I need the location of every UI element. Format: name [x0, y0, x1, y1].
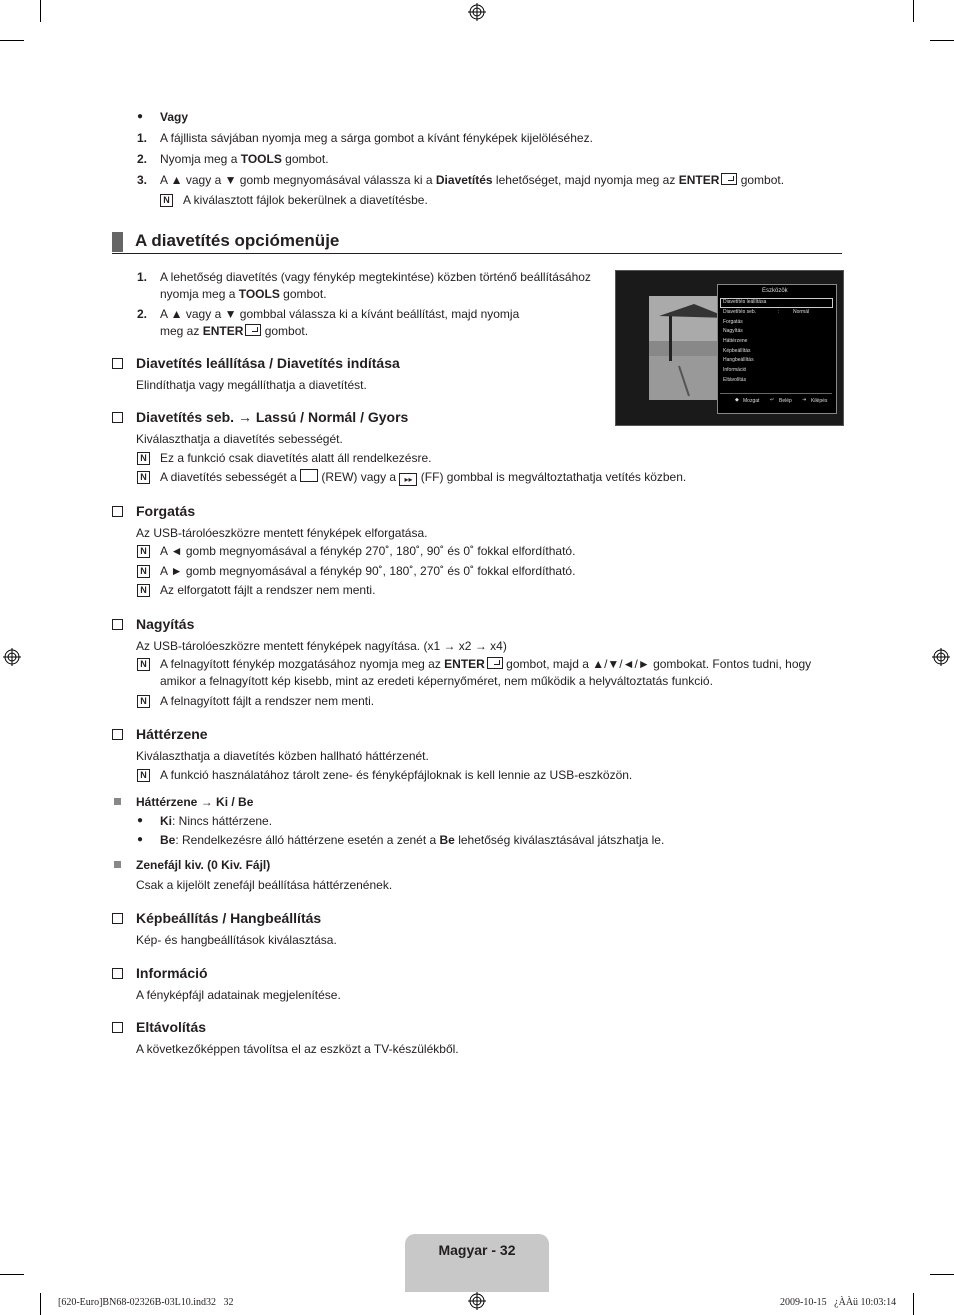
step-text: A lehetőség diavetítés (vagy fénykép megtekintése) közben történő beállításához nyomja meg a TOOLS gombot.: [160, 270, 591, 301]
step-text: A fájllista sávjában nyomja meg a sárga gombot a kívánt fényképek kijelöléséhez.: [160, 131, 593, 145]
note-icon: N: [137, 695, 150, 708]
step-text: A ▲ vagy a ▼ gombbal válassza ki a kívánt beállítást, majd nyomja meg az ENTER gombot.: [160, 307, 520, 338]
menu-item-info[interactable]: Információ: [723, 367, 747, 373]
note-text: A kiválasztott fájlok bekerülnek a diavetítésbe.: [183, 193, 428, 207]
footer-enter-icon: ↵: [770, 397, 775, 403]
section-bar: [112, 232, 123, 252]
step-number: 1.: [137, 131, 148, 145]
option-title: Információ: [136, 965, 208, 981]
menu-item-sound[interactable]: Hangbeállítás: [723, 357, 754, 363]
menu-item-rotate[interactable]: Forgatás: [723, 319, 743, 325]
note-icon: N: [137, 658, 150, 671]
option-desc: Kiválaszthatja a diavetítés sebességét.: [136, 432, 343, 446]
footer-enter: Belép: [779, 398, 792, 404]
bullet-icon: ●: [137, 834, 144, 845]
note-icon: N: [137, 565, 150, 578]
option-desc: Az USB-tárolóeszközre mentett fényképek elforgatása.: [136, 526, 428, 540]
crop-mark: [0, 40, 24, 41]
bullet-icon: ●: [137, 111, 144, 122]
menu-item-slideshow[interactable]: Diavetítés leállítása: [723, 299, 767, 305]
checkbox-icon: [112, 729, 123, 740]
option-desc: Csak a kijelölt zenefájl beállítása háttérzenének.: [136, 878, 393, 892]
print-timestamp: 2009-10-15 ¿ÀÀü 10:03:14: [780, 1297, 897, 1308]
note-text: A ◄ gomb megnyomásával a fénykép 270˚, 180˚, 90˚ és 0˚ fokkal elfordítható.: [160, 544, 576, 558]
checkbox-icon: [112, 968, 123, 979]
enter-icon: [487, 657, 503, 669]
menu-item-speed-value: Normál: [793, 309, 810, 315]
sub-option-icon: [114, 861, 121, 868]
note-icon: N: [137, 584, 150, 597]
crop-mark: [930, 40, 954, 41]
ff-icon: ▸▸: [399, 473, 417, 486]
option-desc: A következőképpen távolítsa el az eszközt a TV-készülékből.: [136, 1042, 459, 1056]
sub-option-icon: [114, 798, 121, 805]
note-text: A diavetítés sebességét a (REW) vagy a ▸▸ (FF) gombbal is megváltoztathatja vetítés közben.: [160, 470, 687, 484]
step-number: 2.: [137, 152, 148, 166]
checkbox-icon: [112, 506, 123, 517]
page-number: Magyar - 32: [438, 1242, 516, 1258]
note-text: A felnagyított fénykép mozgatásához nyomja meg az ENTER gombot, majd a ▲/▼/◄/► gombokat. Fontos tudni, hogy amikor a felnagyított kép kisebb, mint az eredeti képernyőméret, nem működik a helyváltoztatás funkció.: [160, 657, 812, 688]
rew-icon: [300, 469, 318, 482]
step-text: Nyomja meg a TOOLS gombot.: [160, 152, 329, 166]
note-text: Ez a funkció csak diavetítés alatt áll rendelkezésre.: [160, 451, 432, 465]
checkbox-icon: [112, 1022, 123, 1033]
footer-move-icon: ◆: [735, 397, 739, 403]
registration-mark-icon: [468, 3, 486, 21]
menu-item-picture[interactable]: Képbeállítás: [723, 348, 751, 354]
menu-item-music[interactable]: Háttérzene: [723, 338, 748, 344]
section-rule: [112, 253, 842, 254]
crop-mark: [40, 1293, 41, 1315]
note-text: A funkció használatához tárolt zene- és fényképfájloknak is kell lennie az USB-eszközön.: [160, 768, 633, 782]
footer-move: Mozgat: [743, 398, 760, 404]
option-desc: Kép- és hangbeállítások kiválasztása.: [136, 933, 337, 947]
note-icon: N: [160, 194, 173, 207]
menu-item-remove[interactable]: Eltávolítás: [723, 377, 747, 383]
step-number: 2.: [137, 307, 148, 321]
option-title: Nagyítás: [136, 616, 195, 632]
note-icon: N: [137, 545, 150, 558]
footer-exit-icon: ⇥: [802, 397, 807, 403]
registration-mark-icon: [468, 1292, 486, 1310]
sub-option-title: Háttérzene → Ki / Be: [136, 795, 254, 809]
menu-item-speed-sep: :: [778, 309, 780, 315]
crop-mark: [40, 0, 41, 22]
file-info: [620-Euro]BN68-02326B-03L10.ind32 32: [58, 1297, 234, 1308]
crop-mark: [913, 0, 914, 22]
note-icon: N: [137, 471, 150, 484]
bullet-icon: ●: [137, 815, 144, 826]
option-desc: Elindíthatja vagy megállíthatja a diavetítést.: [136, 378, 367, 392]
checkbox-icon: [112, 913, 123, 924]
checkbox-icon: [112, 358, 123, 369]
enter-icon: [245, 324, 261, 336]
option-title: Háttérzene: [136, 726, 208, 742]
registration-mark-icon: [932, 648, 950, 666]
option-title: Eltávolítás: [136, 1019, 207, 1035]
crop-mark: [913, 1293, 914, 1315]
note-icon: N: [137, 452, 150, 465]
footer-exit: Kilépés: [811, 398, 828, 404]
step-number: 1.: [137, 270, 148, 284]
option-value: Be: Rendelkezésre álló háttérzene esetén a zenét a Be lehetőség kiválasztásával játszhatja le.: [160, 833, 665, 847]
sub-option-title: Zenefájl kiv. (0 Kiv. Fájl): [136, 858, 271, 872]
bullet-label: Vagy: [160, 110, 189, 124]
option-desc: A fényképfájl adatainak megjelenítése.: [136, 988, 341, 1002]
section-title: A diavetítés opciómenüje: [135, 231, 340, 250]
option-value: Ki: Nincs háttérzene.: [160, 814, 273, 828]
checkbox-icon: [112, 619, 123, 630]
crop-mark: [0, 1274, 24, 1275]
option-title: Forgatás: [136, 503, 196, 519]
checkbox-icon: [112, 412, 123, 423]
tools-menu-title: Eszközök: [762, 288, 788, 294]
step-number: 3.: [137, 173, 148, 187]
note-icon: N: [137, 769, 150, 782]
menu-item-zoom[interactable]: Nagyítás: [723, 328, 743, 334]
enter-icon: [721, 173, 737, 185]
step-text: A ▲ vagy a ▼ gomb megnyomásával válassza ki a Diavetítés lehetőséget, majd nyomja meg az ENTER gombot.: [160, 173, 785, 187]
option-title: Diavetítés seb. → Lassú / Normál / Gyors: [136, 409, 409, 425]
menu-item-speed[interactable]: Diavetítés seb.: [723, 309, 757, 315]
option-title: Képbeállítás / Hangbeállítás: [136, 910, 322, 926]
note-text: A ► gomb megnyomásával a fénykép 90˚, 180˚, 270˚ és 0˚ fokkal elfordítható.: [160, 564, 576, 578]
option-title: Diavetítés leállítása / Diavetítés indítása: [136, 355, 400, 371]
crop-mark: [930, 1274, 954, 1275]
option-desc: Az USB-tárolóeszközre mentett fényképek nagyítása. (x1 → x2 → x4): [136, 639, 507, 653]
tools-menu-divider: [720, 393, 832, 394]
note-text: Az elforgatott fájlt a rendszer nem menti.: [160, 583, 376, 597]
option-desc: Kiválaszthatja a diavetítés közben hallható háttérzenét.: [136, 749, 429, 763]
registration-mark-icon: [3, 648, 21, 666]
note-text: A felnagyított fájlt a rendszer nem menti.: [160, 694, 375, 708]
